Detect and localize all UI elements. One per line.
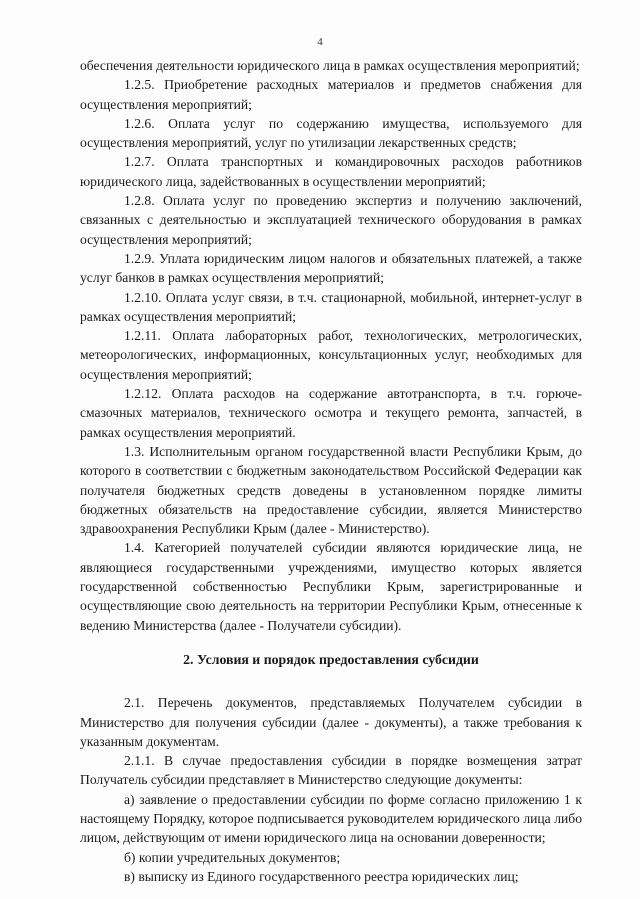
paragraph-1-2-12: 1.2.12. Оплата расходов на содержание автотранспорта, в т.ч. горюче-смазочных материалов, технического осмотра и текущего ремонта, запчастей, в рамках осуществления мероприятий. [80, 386, 582, 440]
paragraph-2-1: 2.1. Перечень документов, представляемых Получателем субсидии в Министерство для получения субсидии (далее - документы), а также требования к указанным документам. [80, 695, 582, 749]
paragraph-1-2-9: 1.2.9. Уплата юридическим лицом налогов и обязательных платежей, а также услуг банков в рамках осуществления мероприятий; [80, 250, 582, 286]
page-number: 4 [317, 36, 323, 48]
paragraph-1-2-11: 1.2.11. Оплата лабораторных работ, технологических, метрологических, метеорологических, информационных, консультационных услуг, необходимых для осуществления мероприятий; [80, 328, 582, 382]
document-body [80, 56, 582, 886]
paragraph-2-1-1: 2.1.1. В случае предоставления субсидии в порядке возмещения затрат Получатель субсидии представляет в Министерство следующие документы: [80, 753, 582, 788]
paragraph-1-4: 1.4. Категорией получателей субсидии являются юридические лица, не являющиеся государственными учреждениями, имущество которых является государственной собственностью Республики Крым, зарегистрированные и осуществляющие свою деятельность на территории Республики Крым, отнесенные к ведению Министерства (далее - Получатели субсидии). [80, 540, 582, 633]
paragraph-1-2-6: 1.2.6. Оплата услуг по содержанию имущества, используемого для осуществления мероприятий, услуг по утилизации лекарственных средств; [80, 115, 582, 151]
paragraph-1-2-10: 1.2.10. Оплата услуг связи, в т.ч. стационарной, мобильной, интернет-услуг в рамках осуществления мероприятий; [80, 289, 582, 324]
list-item-b: б) копии учредительных документов; [124, 849, 341, 865]
paragraph-1-2-8: 1.2.8. Оплата услуг по проведению экспертиз и получению заключений, связанных с деятельностью и эксплуатацией технического оборудования в рамках осуществления мероприятий; [80, 193, 582, 247]
paragraph-1-3: 1.3. Исполнительным органом государственной власти Республики Крым, до которого в соответствии с бюджетным законодательством Российской Федерации как получателя бюджетных средств доведены в установленном порядке лимиты бюджетных обязательств на предоставление субсидии, является Министерство здравоохранения Республики Крым (далее - Министерство). [80, 443, 582, 537]
paragraph-1-2-7: 1.2.7. Оплата транспортных и командировочных расходов работников юридического лица, задействованных в осуществлении мероприятий; [80, 154, 582, 189]
list-item-c: в) выписку из Единого государственного реестра юридических лиц; [124, 868, 519, 884]
paragraph: обеспечения деятельности юридического лица в рамках осуществления мероприятий; [80, 58, 580, 73]
list-item-a: а) заявление о предоставлении субсидии по форме согласно приложению 1 к настоящему Порядку, которое подписывается руководителем юридического лица либо лицом, действующим от имени юридического лица на основании доверенности; [80, 791, 582, 846]
section-heading: 2. Условия и порядок предоставления субсидии [183, 651, 479, 667]
paragraph-1-2-5: 1.2.5. Приобретение расходных материалов и предметов снабжения для осуществления мероприятий; [80, 77, 582, 112]
